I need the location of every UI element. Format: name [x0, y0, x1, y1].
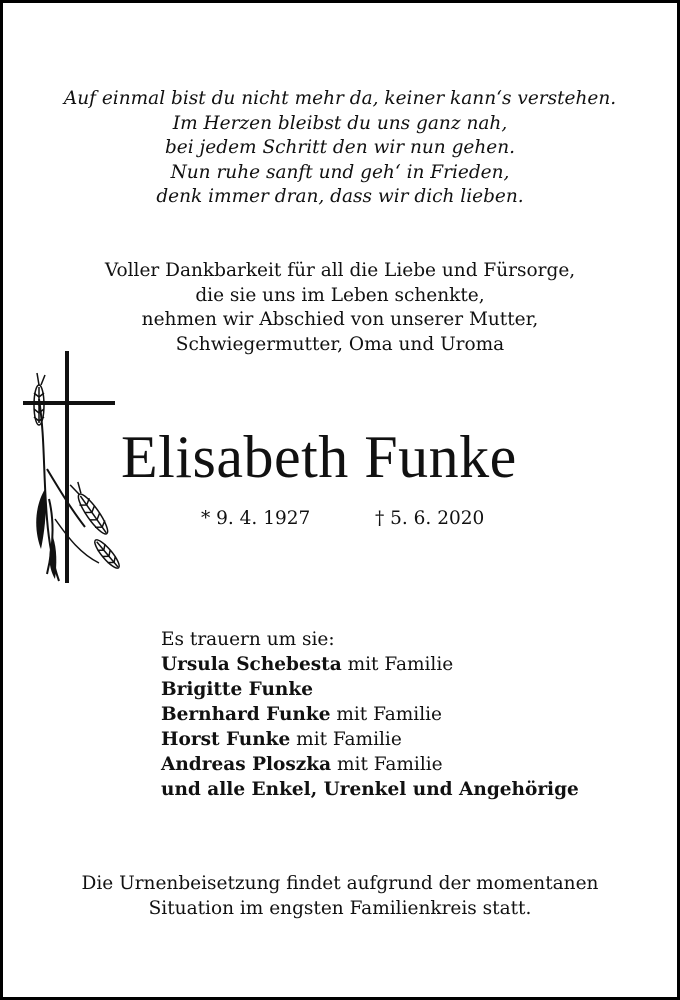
burial-notice-line: Situation im engsten Familienkreis statt. — [148, 898, 532, 919]
deceased-name: Elisabeth Funke — [121, 424, 517, 490]
death-date: † 5. 6. 2020 — [375, 508, 485, 529]
mourner-suffix: mit Familie — [331, 754, 443, 775]
mourner-suffix: mit Familie — [290, 729, 402, 750]
intro-line: Voller Dankbarkeit für all die Liebe und Fürsorge, — [104, 260, 576, 281]
mourner-suffix: mit Familie — [341, 654, 454, 675]
list-item — [161, 677, 579, 702]
mourner-name: Horst Funke — [161, 729, 291, 750]
list-item — [161, 652, 579, 677]
mourners-heading: Es trauern um sie: — [161, 629, 335, 650]
intro-text — [3, 259, 677, 357]
mourner-name: Ursula Schebesta — [161, 654, 342, 675]
mourner-name: Brigitte Funke — [161, 679, 313, 700]
mourners-list — [161, 627, 579, 802]
mourner-name: Andreas Ploszka — [161, 754, 332, 775]
mourner-name: und alle Enkel, Urenkel und Angehörige — [161, 779, 579, 800]
list-item — [161, 727, 579, 752]
burial-notice — [3, 871, 677, 921]
poem-line: bei jedem Schritt den wir nun gehen. — [164, 137, 516, 158]
cross-with-wheat-icon — [19, 349, 129, 589]
intro-line: nehmen wir Abschied von unserer Mutter, — [141, 309, 539, 330]
intro-line: Schwiegermutter, Oma und Uroma — [175, 333, 505, 355]
burial-notice-line: Die Urnenbeisetzung findet aufgrund der momentanen — [81, 873, 599, 894]
list-item — [161, 752, 579, 777]
list-item — [161, 777, 579, 802]
intro-line: die sie uns im Leben schenkte, — [195, 284, 485, 306]
poem-line: Nun ruhe sanft und geh‘ in Frieden, — [170, 161, 510, 183]
poem — [3, 87, 677, 210]
poem-line: denk immer dran, dass wir dich lieben. — [156, 186, 524, 207]
poem-line: Im Herzen bleibst du uns ganz nah, — [172, 112, 508, 134]
mourner-name: Bernhard Funke — [161, 704, 331, 725]
list-item — [161, 702, 579, 727]
poem-line: Auf einmal bist du nicht mehr da, keiner kann‘s verstehen. — [63, 88, 617, 109]
birth-date: * 9. 4. 1927 — [201, 508, 311, 529]
mourner-suffix: mit Familie — [330, 704, 442, 725]
